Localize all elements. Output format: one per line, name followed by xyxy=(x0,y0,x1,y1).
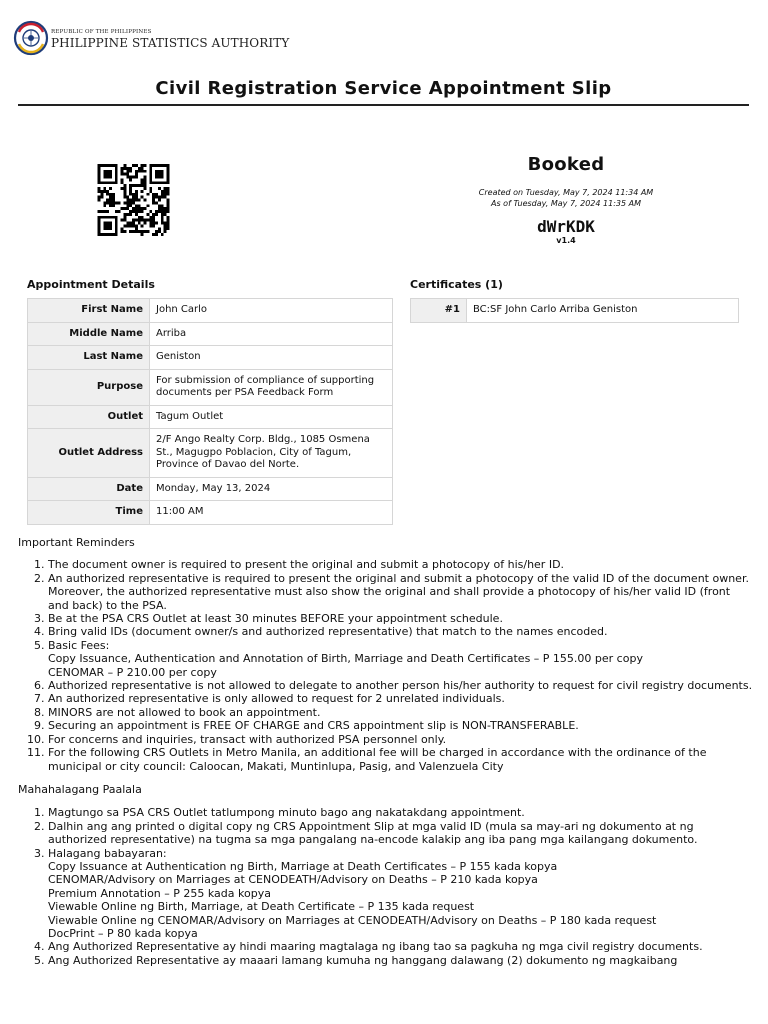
row-label: Purpose xyxy=(28,369,150,405)
table-row xyxy=(28,477,393,501)
title-divider xyxy=(18,104,749,106)
table-row xyxy=(28,346,393,370)
appointment-details-table xyxy=(27,298,393,525)
table-row xyxy=(28,501,393,525)
row-label: Outlet xyxy=(28,405,150,429)
row-value: John Carlo xyxy=(150,299,393,323)
list-item xyxy=(48,733,753,746)
list-item-text: For concerns and inquiries, transact with authorized PSA personnel only. xyxy=(48,732,447,746)
table-row xyxy=(28,322,393,346)
list-item-text: Copy Issuance at Authentication ng Birth, Marriage at Death Certificates – P 155 kada kopya xyxy=(48,859,558,873)
list-item xyxy=(48,558,753,571)
page-title: Civil Registration Service Appointment Slip xyxy=(155,78,612,99)
row-value: For submission of compliance of supporting documents per PSA Feedback Form xyxy=(150,369,393,405)
list-item-text: Halagang babayaran: xyxy=(48,846,167,860)
list-item-text: An authorized representative is required to present the original and submit a photocopy of the valid ID of the document owner. Moreover, the authorized representative must also show the original and shall provide a photocopy of his/her valid ID (front and back) to the PSA. xyxy=(48,571,749,612)
list-item xyxy=(48,847,753,941)
paalala-heading: Mahahalagang Paalala xyxy=(18,782,142,796)
created-timestamp: Created on Tuesday, May 7, 2024 11:34 AM xyxy=(478,188,654,197)
row-label: Time xyxy=(28,501,150,525)
list-item xyxy=(48,692,753,705)
list-item-text: Ang Authorized Representative ay hindi maaring magtalaga ng ibang tao sa pagkuha ng mga civil registry documents. xyxy=(48,940,703,954)
certificates-table xyxy=(410,298,739,323)
list-item-text: Bring valid IDs (document owner/s and authorized representative) that match to the names encoded. xyxy=(48,625,608,639)
list-item xyxy=(48,806,753,819)
list-item-text: CENOMAR – P 210.00 per copy xyxy=(48,665,217,679)
list-item-text: DocPrint – P 80 kada kopya xyxy=(48,926,198,940)
list-item-text: CENOMAR/Advisory on Marriages at CENODEATH/Advisory on Deaths – P 210 kada kopya xyxy=(48,873,538,887)
as-of-timestamp: As of Tuesday, May 7, 2024 11:35 AM xyxy=(491,199,641,208)
list-item-text: Securing an appointment is FREE OF CHARGE and CRS appointment slip is NON-TRANSFERABLE. xyxy=(48,719,579,733)
list-item-text: Dalhin ang ang printed o digital copy ng CRS Appointment Slip at mga valid ID (mula sa may-ari ng dokumento at ng authorized representative) na tugma sa mga pangalang na-encode kalakip ang iba pang mga kailangang dokumento. xyxy=(48,819,698,847)
status-label: Booked xyxy=(527,154,605,175)
reminders-section xyxy=(18,536,753,967)
qr-code-icon xyxy=(96,164,171,236)
row-value: Tagum Outlet xyxy=(150,405,393,429)
row-value: Monday, May 13, 2024 xyxy=(150,477,393,501)
list-item-text: Magtungo sa PSA CRS Outlet tatlumpong minuto bago ang nakatakdang appointment. xyxy=(48,806,525,820)
row-label: First Name xyxy=(28,299,150,323)
psa-logo xyxy=(13,18,290,62)
list-item-text: MINORS are not allowed to book an appointment. xyxy=(48,705,321,719)
list-item xyxy=(48,679,753,692)
list-item-text: Ang Authorized Representative ay maaari lamang kumuha ng hanggang dalawang (2) dokumento ng magkaibang xyxy=(48,953,678,967)
row-label: Outlet Address xyxy=(28,429,150,478)
version-label: v1.4 xyxy=(556,236,576,245)
list-item xyxy=(48,820,753,847)
certificate-value: BC:SF John Carlo Arriba Geniston xyxy=(467,299,739,323)
important-reminders-heading: Important Reminders xyxy=(18,536,135,549)
reminders-list xyxy=(18,558,753,773)
row-label: Date xyxy=(28,477,150,501)
list-item xyxy=(48,639,753,679)
list-item xyxy=(48,625,753,638)
row-value: Geniston xyxy=(150,346,393,370)
list-item-text: Be at the PSA CRS Outlet at least 30 minutes BEFORE your appointment schedule. xyxy=(48,612,503,626)
row-value: Arriba xyxy=(150,322,393,346)
list-item xyxy=(48,572,753,612)
table-row xyxy=(28,369,393,405)
certificates-heading: Certificates (1) xyxy=(410,278,503,291)
paalala-list xyxy=(18,806,753,967)
list-item-text: Viewable Online ng Birth, Marriage, at Death Certificate – P 135 kada request xyxy=(48,900,475,914)
list-item xyxy=(48,612,753,625)
republic-text: REPUBLIC OF THE PHILIPPINES xyxy=(51,29,152,35)
row-value: 11:00 AM xyxy=(150,501,393,525)
list-item xyxy=(48,746,753,773)
agency-name: PHILIPPINE STATISTICS AUTHORITY xyxy=(51,36,290,50)
row-label: Middle Name xyxy=(28,322,150,346)
certificate-number: #1 xyxy=(411,299,467,323)
list-item-text: Copy Issuance, Authentication and Annotation of Birth, Marriage and Death Certificates – P 155.00 per copy xyxy=(48,652,643,666)
table-row xyxy=(28,405,393,429)
table-row xyxy=(28,429,393,478)
list-item xyxy=(48,940,753,953)
table-row xyxy=(411,299,739,323)
table-row xyxy=(28,299,393,323)
list-item xyxy=(48,954,753,967)
list-item-text: An authorized representative is only allowed to request for 2 unrelated individuals. xyxy=(48,692,505,706)
list-item-text: Viewable Online ng CENOMAR/Advisory on Marriages at CENODEATH/Advisory on Deaths – P 180 kada request xyxy=(48,913,657,927)
list-item xyxy=(48,706,753,719)
reference-code: dWrKDK xyxy=(537,217,595,236)
row-label: Last Name xyxy=(28,346,150,370)
list-item-text: Authorized representative is not allowed to delegate to another person his/her authority to request for civil registry documents. xyxy=(48,679,753,693)
appointment-details-heading: Appointment Details xyxy=(27,278,155,291)
list-item-text: The document owner is required to present the original and submit a photocopy of his/her ID. xyxy=(48,558,565,572)
row-value: 2/F Ango Realty Corp. Bldg., 1085 Osmena St., Magugpo Poblacion, City of Tagum, Province of Davao del Norte. xyxy=(150,429,393,478)
psa-seal-icon xyxy=(13,18,49,58)
list-item-text: Basic Fees: xyxy=(48,638,110,652)
status-block xyxy=(416,154,716,245)
list-item xyxy=(48,719,753,732)
list-item-text: For the following CRS Outlets in Metro Manila, an additional fee will be charged in accordance with the ordinance of the municipal or city council: Caloocan, Makati, Muntinlupa, Pasig, and Valenzuela City xyxy=(48,746,707,773)
list-item-text: Premium Annotation – P 255 kada kopya xyxy=(48,886,271,900)
